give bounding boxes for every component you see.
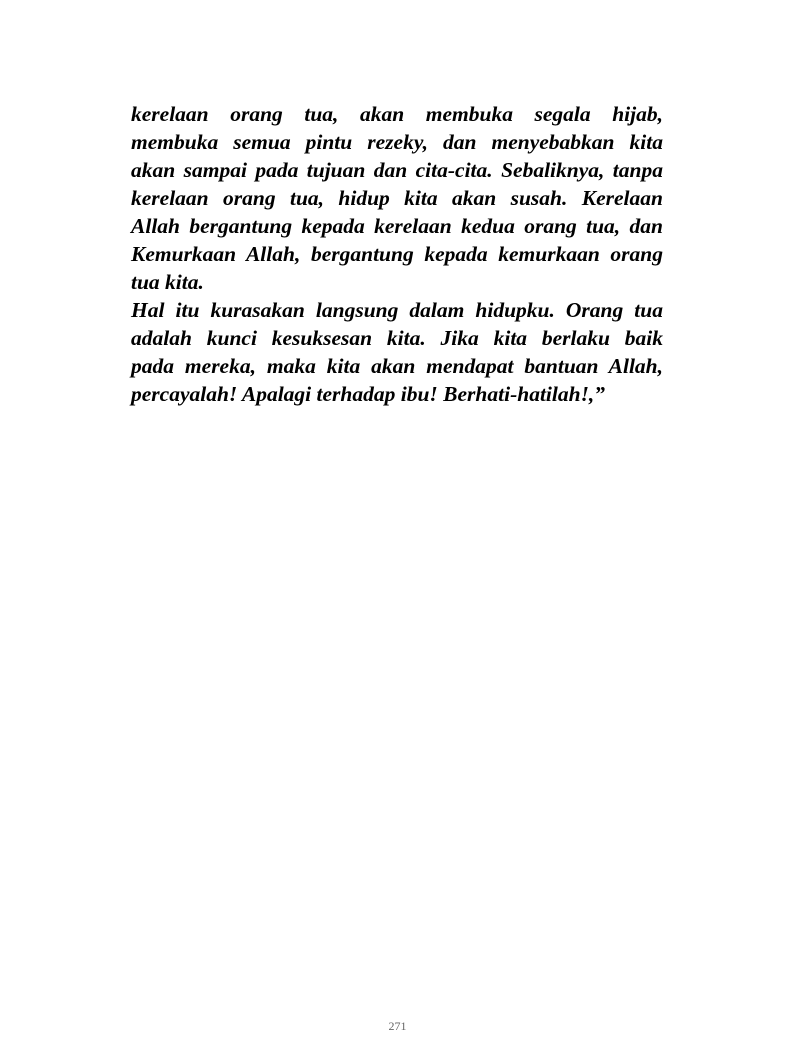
text-line: akan sampai pada tujuan dan cita-cita. Sebaliknya, tanpa	[131, 158, 663, 182]
text-line: adalah kunci kesuksesan kita. Jika kita berlaku baik	[131, 326, 663, 350]
text-line: percayalah! Apalagi terhadap ibu! Berhati-hatilah!,”	[131, 382, 606, 406]
page-number: 271	[388, 1019, 407, 1033]
text-line: Kemurkaan Allah, bergantung kepada kemurkaan orang	[131, 242, 663, 266]
text-line: tua kita.	[131, 270, 204, 294]
text-line: pada mereka, maka kita akan mendapat bantuan Allah,	[131, 354, 663, 378]
text-line: kerelaan orang tua, hidup kita akan susah. Kerelaan	[131, 186, 663, 210]
body-text	[131, 100, 663, 408]
text-line: Allah bergantung kepada kerelaan kedua orang tua, dan	[131, 214, 663, 238]
text-line: Hal itu kurasakan langsung dalam hidupku. Orang tua	[131, 298, 663, 322]
text-line: kerelaan orang tua, akan membuka segala hijab,	[131, 102, 663, 126]
text-line: membuka semua pintu rezeky, dan menyebabkan kita	[131, 130, 663, 154]
